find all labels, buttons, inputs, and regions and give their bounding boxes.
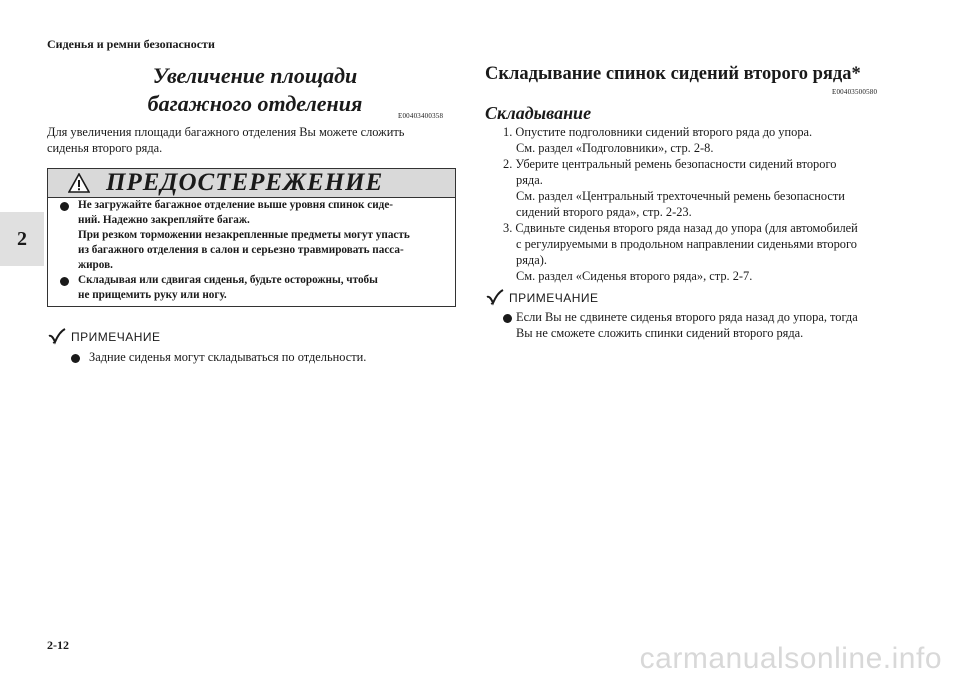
section-title-left	[110, 62, 400, 118]
note-item-right-line1: Если Вы не сдвинете сиденья второго ряда назад до упора, тогда	[516, 310, 858, 324]
note-pencil-icon	[485, 288, 505, 306]
section-code: E00403400358	[398, 112, 444, 120]
note-pencil-icon	[47, 327, 67, 345]
warning-line3: При резком торможении незакрепленные предметы могут упасть	[78, 229, 410, 241]
step2-line1: 2. Уберите центральный ремень безопасности сидений второго	[503, 157, 837, 171]
chapter-tab: 2	[0, 212, 44, 266]
watermark: carmanualsonline.info	[639, 642, 942, 675]
section-title-line2: багажного отделения	[147, 91, 363, 116]
step1-line1: 1. Опустите подголовники сидений второго ряда до упора.	[503, 125, 813, 139]
intro-line2: сиденья второго ряда.	[47, 141, 163, 155]
step2-line2: ряда.	[516, 173, 543, 187]
note-label-left: ПРИМЕЧАНИЕ	[71, 330, 161, 344]
bullet-icon	[60, 202, 69, 211]
running-header: Сиденья и ремни безопасности	[47, 37, 215, 51]
warning-line2: ний. Надежно закрепляйте багаж.	[78, 214, 250, 226]
note-label-right: ПРИМЕЧАНИЕ	[509, 291, 599, 305]
step3-line1: 3. Сдвиньте сиденья второго ряда назад до упора (для автомобилей	[503, 221, 858, 235]
step3-line4: См. раздел «Сиденья второго ряда», стр. 2-7.	[516, 269, 753, 283]
warning-box	[47, 168, 456, 307]
page-number: 2-12	[47, 638, 69, 652]
intro-line1: Для увеличения площади багажного отделения Вы можете сложить	[47, 125, 405, 139]
bullet-icon	[503, 314, 512, 323]
section-code-right: E00403500580	[832, 88, 878, 96]
warning-triangle-icon	[68, 173, 90, 193]
note-item-right-line2: Вы не сможете сложить спинки сидений второго ряда.	[516, 326, 804, 340]
step2-line4: сидений второго ряда», стр. 2-23.	[516, 205, 692, 219]
step3-line2: с регулируемыми в продольном направлении сиденьями второго	[516, 237, 857, 251]
warning-header	[48, 169, 455, 198]
step1-line2: См. раздел «Подголовники», стр. 2-8.	[516, 141, 714, 155]
warning-line7: не прищемить руку или ногу.	[78, 289, 227, 301]
subsection-title: Складывание	[485, 103, 592, 123]
warning-line5: жиров.	[78, 259, 113, 271]
warning-line1: Не загружайте багажное отделение выше уровня спинок сиде-	[78, 199, 394, 211]
bullet-icon	[71, 354, 80, 363]
warning-line6: Складывая или сдвигая сиденья, будьте осторожны, чтобы	[78, 274, 378, 286]
section-title-line1: Увеличение площади	[152, 63, 358, 88]
bullet-icon	[60, 277, 69, 286]
warning-title: ПРЕДОСТЕРЕЖЕНИЕ	[106, 169, 384, 196]
warning-line4: из багажного отделения в салон и серьезно травмировать пасса-	[78, 244, 404, 256]
step2-line3: См. раздел «Центральный трехточечный ремень безопасности	[516, 189, 845, 203]
section-title-right: Складывание спинок сидений второго ряда*	[485, 64, 861, 84]
step3-line3: ряда).	[516, 253, 547, 267]
note-item-left: Задние сиденья могут складываться по отдельности.	[89, 350, 367, 364]
